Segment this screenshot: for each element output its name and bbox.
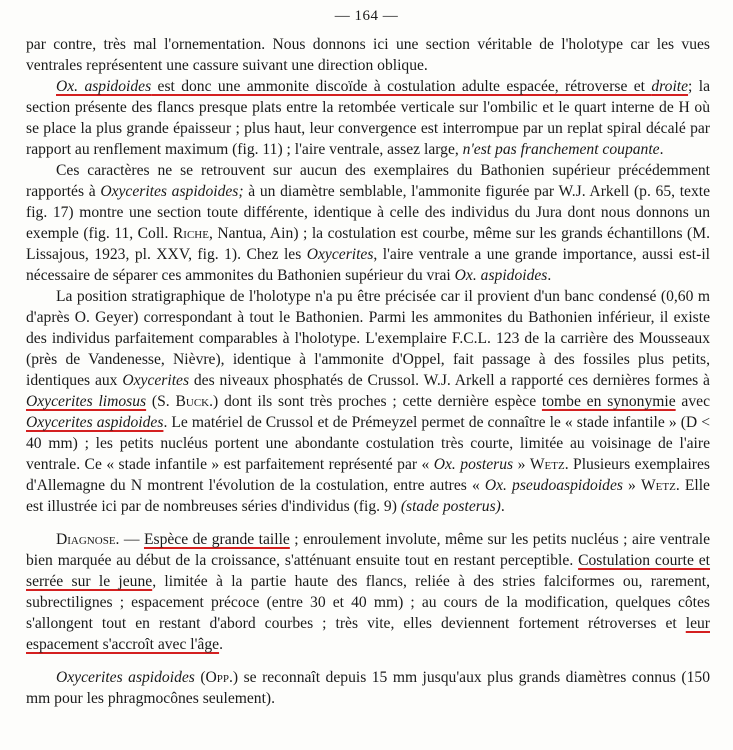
text-run: . Le matériel de Crussol et de Prémeyzel permet de connaître le « stade infantile » (D < 40 mm) ; les petits nucléus portent une abondante costulation très courte, limitée au voisinage de l'aire ventrale. Ce « stade infantile » est parfaitement représenté par « [26, 414, 710, 473]
text-run: Buck [175, 393, 210, 410]
text-run: Riche [172, 225, 209, 242]
text-run: .) dont ils sont très proches ; cette dernière espèce [209, 393, 542, 410]
text-run: Oxycerites limosus [26, 393, 147, 410]
text-run: ( [194, 669, 206, 686]
text-run: Costulation courte et serrée sur le jeune [26, 552, 711, 590]
text-run: avec [675, 393, 710, 410]
text-run: à un diamètre semblable, l'ammonite figurée par W.J. Arkell (p. 65, texte fig. 17) montre une section toute différente, identique à celle des individus du Jura dont nous donnons un exemple (fig. 11, Coll. [26, 183, 710, 242]
text-run: Espèce de grande taille [143, 531, 290, 548]
paragraph-3 [26, 286, 710, 517]
text-run: , limitée à la partie haute des flancs, reliée à des stries falciformes ou, rarement, subrectilignes ; espacement précoce (entre 30 et 40 mm) ; au cours de la modification, quelques côtes s'allongent tout en restant d'abord courbes ; très vite, elles deviennent fortement rétroverses et [26, 573, 710, 632]
text-run: , Nantua, Ain) ; la costulation est courbe, même sur les grands échantillons (M. Lissajous, 1923, pl. XXV, fig. 1). Chez les [26, 225, 710, 263]
text-run: Wetz [529, 456, 565, 473]
text-run: Ces caractères ne se retrouvent sur aucun des exemplaires du Bathonien supérieur précédemment rapportés à [26, 162, 710, 200]
text-run: , l'aire ventrale a une grande importance, aussi est-il nécessaire de séparer ces ammonites du Bathonien supérieur du vrai [26, 246, 710, 284]
text-run: . [659, 141, 664, 158]
paragraph-1 [26, 76, 710, 160]
text-run: . — [115, 531, 144, 548]
paragraph-5 [26, 667, 710, 709]
text-run: Ox. aspidoides [454, 267, 548, 284]
text-run: des niveaux phosphatés de Crussol. W.J. Arkell a rapporté ces dernières formes à [189, 372, 710, 389]
text-run: leur espacement s'accroît avec l'âge [26, 615, 710, 653]
paragraph-0 [26, 34, 710, 76]
text-run: ; enroulement involute, même sur les petits nucléus ; aire ventrale bien marquée au début de la croissance, s'atténuant ensuite tout en restant perceptible. [26, 531, 710, 569]
text-run: par contre, très mal l'ornementation. Nous donnons ici une section véritable de l'holotype car les vues ventrales représentent une cassure suivant une direction oblique. [26, 36, 710, 74]
text-run: .) se reconnaît depuis 15 mm jusqu'aux plus grands diamètres connus (150 mm pour les phragmocônes seulement). [26, 669, 710, 707]
text-run: tombe en synonymie [541, 393, 676, 410]
text-run: . Elle est illustrée ici par de nombreuses séries d'individus (fig. 9) [26, 477, 710, 515]
page-number: — 164 — [334, 8, 399, 24]
text-run: Oxycerites aspidoides [56, 669, 195, 686]
text-run: Wetz [640, 477, 676, 494]
text-run: Oxycerites aspidoides; [100, 183, 244, 200]
text-run: » [622, 477, 641, 494]
paragraph-4 [26, 529, 710, 655]
text-run: Oxycerites [306, 246, 374, 263]
text-run: droite [651, 78, 689, 95]
text-run: Oxycerites aspidoides [26, 414, 164, 431]
text-run: Opp [205, 669, 230, 686]
text-run: La position stratigraphique de l'holotype n'a pu être précisée car il provient d'un banc condensé (0,60 m d'après O. Geyer) correspondant à tout le Bathonien. Parmi les ammonites du Bathonien inférieur, il existe des individus parfaitement comparables à l'holotype. L'exemplaire F.C.L. 123 de la carrière des Mousseaux (près de Vandenesse, Nièvre), identique à l'ammonite d'Oppel, fait passage à des fossiles plus petits, identiques aux [26, 288, 710, 389]
text-run: n'est pas franchement coupante [462, 141, 660, 158]
text-run: Diagnose [56, 531, 116, 548]
text-run: (S. [146, 393, 176, 410]
text-run: . [547, 267, 552, 284]
text-run: Ox. posterus [433, 456, 514, 473]
text-run: » [513, 456, 530, 473]
text-run: (stade posterus) [400, 498, 501, 515]
text-run: . Plusieurs exemplaires d'Allemagne du N montrent l'évolution de la costulation, entre autres « [26, 456, 710, 494]
text-run: Ox. pseudoaspidoides [484, 477, 623, 494]
text-run: ; la section présente des flancs presque plats entre la retombée verticale sur l'ombilic et le quart interne de H où se place la plus grande épaisseur ; plus haut, leur convergence est interrompue par un replat spiral décalé par rapport au renflement maximum (fig. 11) ; l'aire ventrale, assez large, [26, 78, 710, 158]
text-run: Ox. aspidoides [56, 78, 152, 95]
text-run: . [500, 498, 505, 515]
text-run: est donc une ammonite discoïde à costulation adulte espacée, rétroverse et [151, 78, 652, 95]
page-body [26, 34, 710, 709]
paragraph-2 [26, 160, 710, 286]
text-run: Oxycerites [122, 372, 190, 389]
text-run: . [219, 636, 223, 653]
